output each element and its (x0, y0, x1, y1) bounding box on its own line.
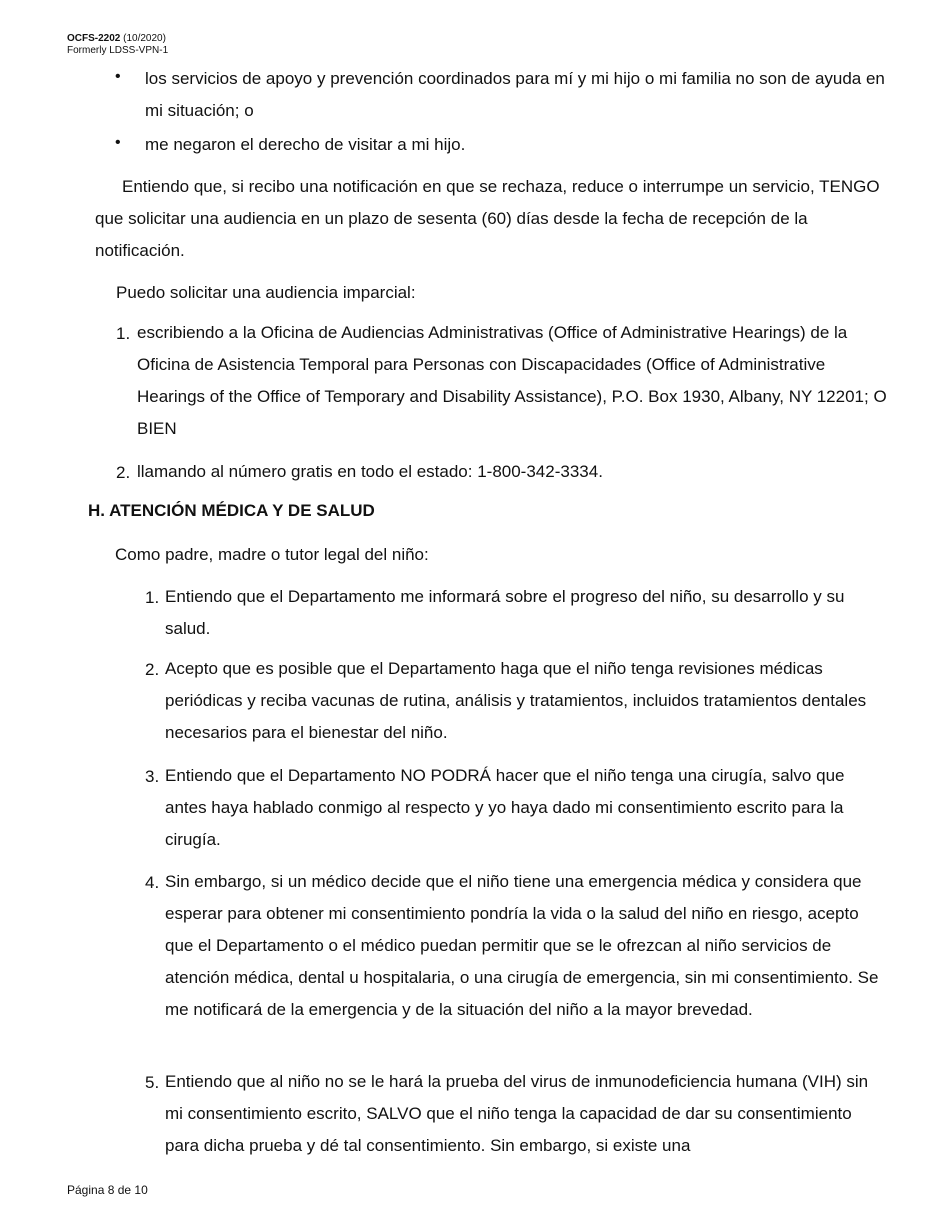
list-number: 4. (145, 873, 160, 892)
request-item: escribiendo a la Oficina de Audiencias Administrativas (Office of Administrative Hearings) de la Oficina de Asistencia Temporal para Personas con Discapacidades (Office of Administrative Hearings of the Office of Temporary and Disability Assistance), P.O. Box 1930, Albany, NY 12201; O BIEN (137, 323, 887, 438)
list-number: 2. (145, 660, 160, 679)
list-number: 5. (145, 1073, 160, 1092)
list-item: Entiendo que el Departamento NO PODRÁ hacer que el niño tenga una cirugía, salvo que antes haya hablado conmigo al respecto y yo haya dado mi consentimiento escrito para la cirugía. (165, 766, 845, 849)
section-heading: H. ATENCIÓN MÉDICA Y DE SALUD (88, 501, 375, 520)
bullet-icon: • (115, 68, 121, 85)
list-item: Entiendo que el Departamento me informará sobre el progreso del niño, su desarrollo y su salud. (165, 587, 845, 638)
list-number: 1. (145, 588, 160, 607)
request-item: llamando al número gratis en todo el estado: 1-800-342-3334. (137, 462, 603, 481)
section-intro: Como padre, madre o tutor legal del niño: (115, 545, 429, 564)
list-number: 3. (145, 767, 160, 786)
bullet-item: los servicios de apoyo y prevención coordinados para mí y mi hijo o mi familia no son de ayuda en mi situación; o (145, 69, 885, 120)
form-date: (10/2020) (123, 33, 166, 44)
list-item: Entiendo que al niño no se le hará la prueba del virus de inmunodeficiencia humana (VIH) sin mi consentimiento escrito, SALVO que el niño tenga la capacidad de dar su consentimiento para dicha prueba y dé tal consentimiento. Sin embargo, si existe una (165, 1072, 869, 1155)
request-intro: Puedo solicitar una audiencia imparcial: (116, 283, 416, 302)
bullet-icon: • (115, 134, 121, 151)
list-number: 2. (116, 463, 131, 482)
list-number: 1. (116, 324, 131, 343)
list-item: Sin embargo, si un médico decide que el niño tiene una emergencia médica y considera que esperar para obtener mi consentimiento pondría la vida o la salud del niño en riesgo, acepto que el Departamento o el médico puedan permitir que se le ofrezcan al niño servicios de atención médica, dental u hospitalaria, o una cirugía de emergencia, sin mi consentimiento. Se me notificará de la emergencia y de la situación del niño a la mayor brevedad. (165, 872, 879, 1019)
hearing-paragraph: Entiendo que, si recibo una notificación en que se rechaza, reduce o interrumpe un servicio, TENGO que solicitar una audiencia en un plazo de sesenta (60) días desde la fecha de recepción de la notificación. (95, 177, 880, 260)
list-item: Acepto que es posible que el Departamento haga que el niño tenga revisiones médicas periódicas y reciba vacunas de rutina, análisis y tratamientos, incluidos tratamientos dentales necesarios para el bienestar del niño. (165, 659, 867, 742)
formerly-label: Formerly LDSS-VPN-1 (67, 45, 169, 56)
form-header (67, 33, 168, 57)
form-code: OCFS-2202 (67, 33, 121, 44)
bullet-item: me negaron el derecho de visitar a mi hijo. (145, 135, 466, 154)
page-number: Página 8 de 10 (67, 1183, 148, 1197)
